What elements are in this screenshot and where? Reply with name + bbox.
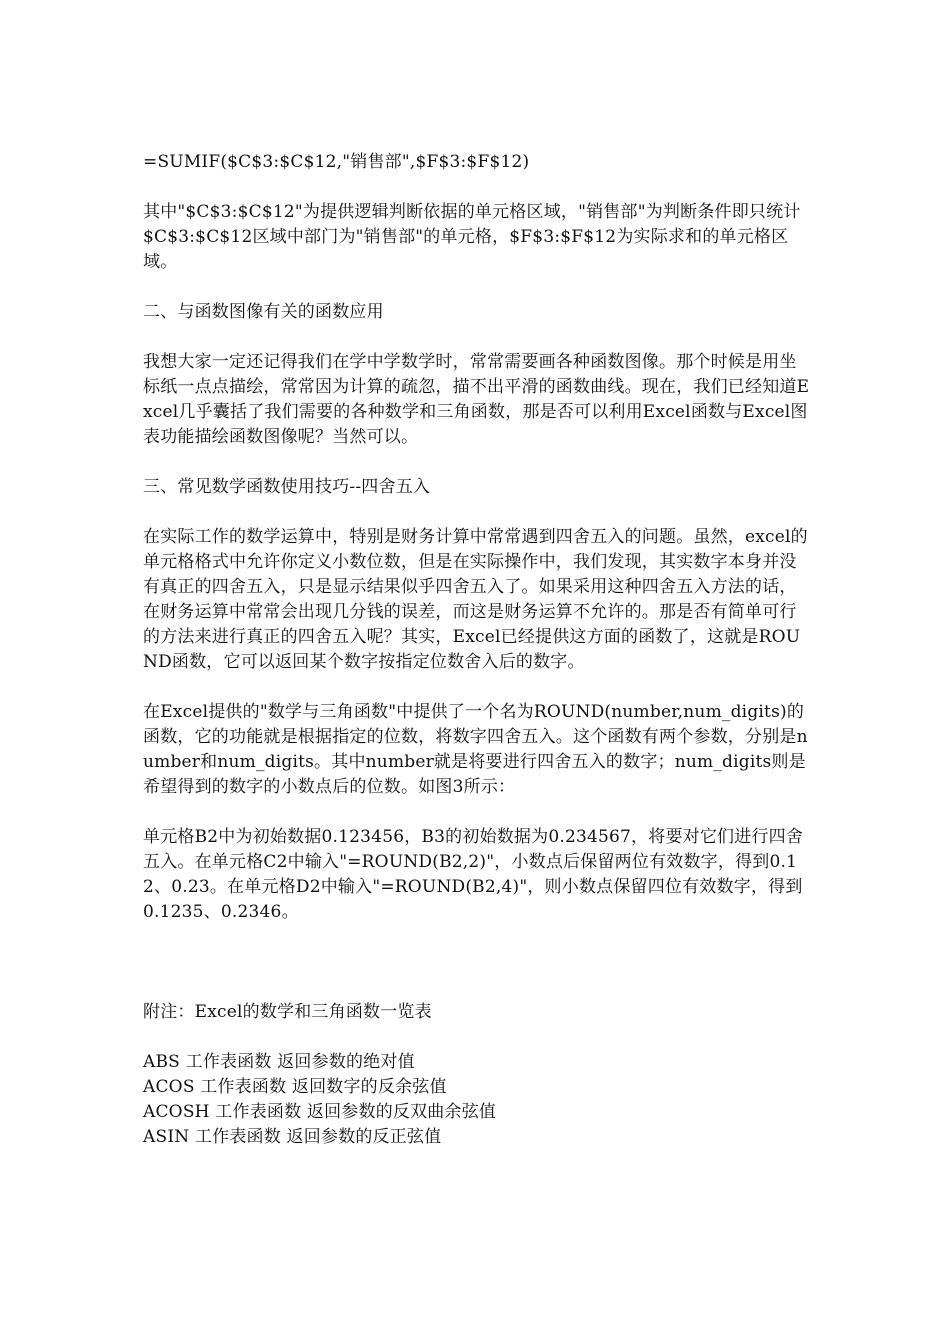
section2-body: 我想大家一定还记得我们在学中学数学时，常常需要画各种函数图像。那个时候是用坐标纸一点点描绘，常常因为计算的疏忽，描不出平滑的函数曲线。现在，我们已经知道Excel几乎囊括了我们需要的各种数学和三角函数，那是否可以利用Excel函数与Excel图表功能描绘函数图像呢？当然可以。 bbox=[143, 352, 810, 447]
appendix-title: 附注：Excel的数学和三角函数一览表 bbox=[143, 1002, 432, 1022]
section2-heading: 二、与函数图像有关的函数应用 bbox=[143, 302, 384, 322]
function-list-item: ASIN 工作表函数 返回参数的反正弦值 bbox=[143, 1127, 442, 1147]
document-content bbox=[143, 150, 813, 1150]
section3-body-3: 单元格B2中为初始数据0.123456，B3的初始数据为0.234567，将要对它们进行四舍五入。在单元格C2中输入"=ROUND(B2,2)"，小数点后保留两位有效数字，得到0.12、0.23。在单元格D2中输入"=ROUND(B2,4)"，则小数点保留四位有效数字，得到0.1235、0.2346。 bbox=[143, 827, 804, 922]
function-list-item: ABS 工作表函数 返回参数的绝对值 bbox=[143, 1052, 415, 1072]
section3-body-2: 在Excel提供的"数学与三角函数"中提供了一个名为ROUND(number,num_digits)的函数，它的功能就是根据指定的位数，将数字四舍五入。这个函数有两个参数，分别是number和num_digits。其中number就是将要进行四舍五入的数字；num_digits则是希望得到的数字的小数点后的位数。如图3所示： bbox=[143, 702, 808, 797]
function-list-item: ACOS 工作表函数 返回数字的反余弦值 bbox=[143, 1077, 447, 1097]
formula-explanation: 其中"$C$3:$C$12"为提供逻辑判断依据的单元格区域，"销售部"为判断条件即只统计$C$3:$C$12区域中部门为"销售部"的单元格，$F$3:$F$12为实际求和的单元格区域。 bbox=[143, 202, 801, 272]
section-gap bbox=[143, 950, 813, 1000]
sumif-formula: =SUMIF($C$3:$C$12,"销售部",$F$3:$F$12) bbox=[143, 152, 530, 172]
section3-body-1: 在实际工作的数学运算中，特别是财务计算中常常遇到四舍五入的问题。虽然，excel的单元格格式中允许你定义小数位数，但是在实际操作中，我们发现，其实数字本身并没有真正的四舍五入，只是显示结果似乎四舍五入了。如果采用这种四舍五入方法的话，在财务运算中常常会出现几分钱的误差，而这是财务运算不允许的。那是否有简单可行的方法来进行真正的四舍五入呢？其实，Excel已经提供这方面的函数了，这就是ROUND函数，它可以返回某个数字按指定位数舍入后的数字。 bbox=[143, 527, 808, 672]
function-list bbox=[143, 1050, 813, 1150]
function-list-item: ACOSH 工作表函数 返回参数的反双曲余弦值 bbox=[143, 1102, 497, 1122]
section3-heading: 三、常见数学函数使用技巧--四舍五入 bbox=[143, 477, 431, 497]
